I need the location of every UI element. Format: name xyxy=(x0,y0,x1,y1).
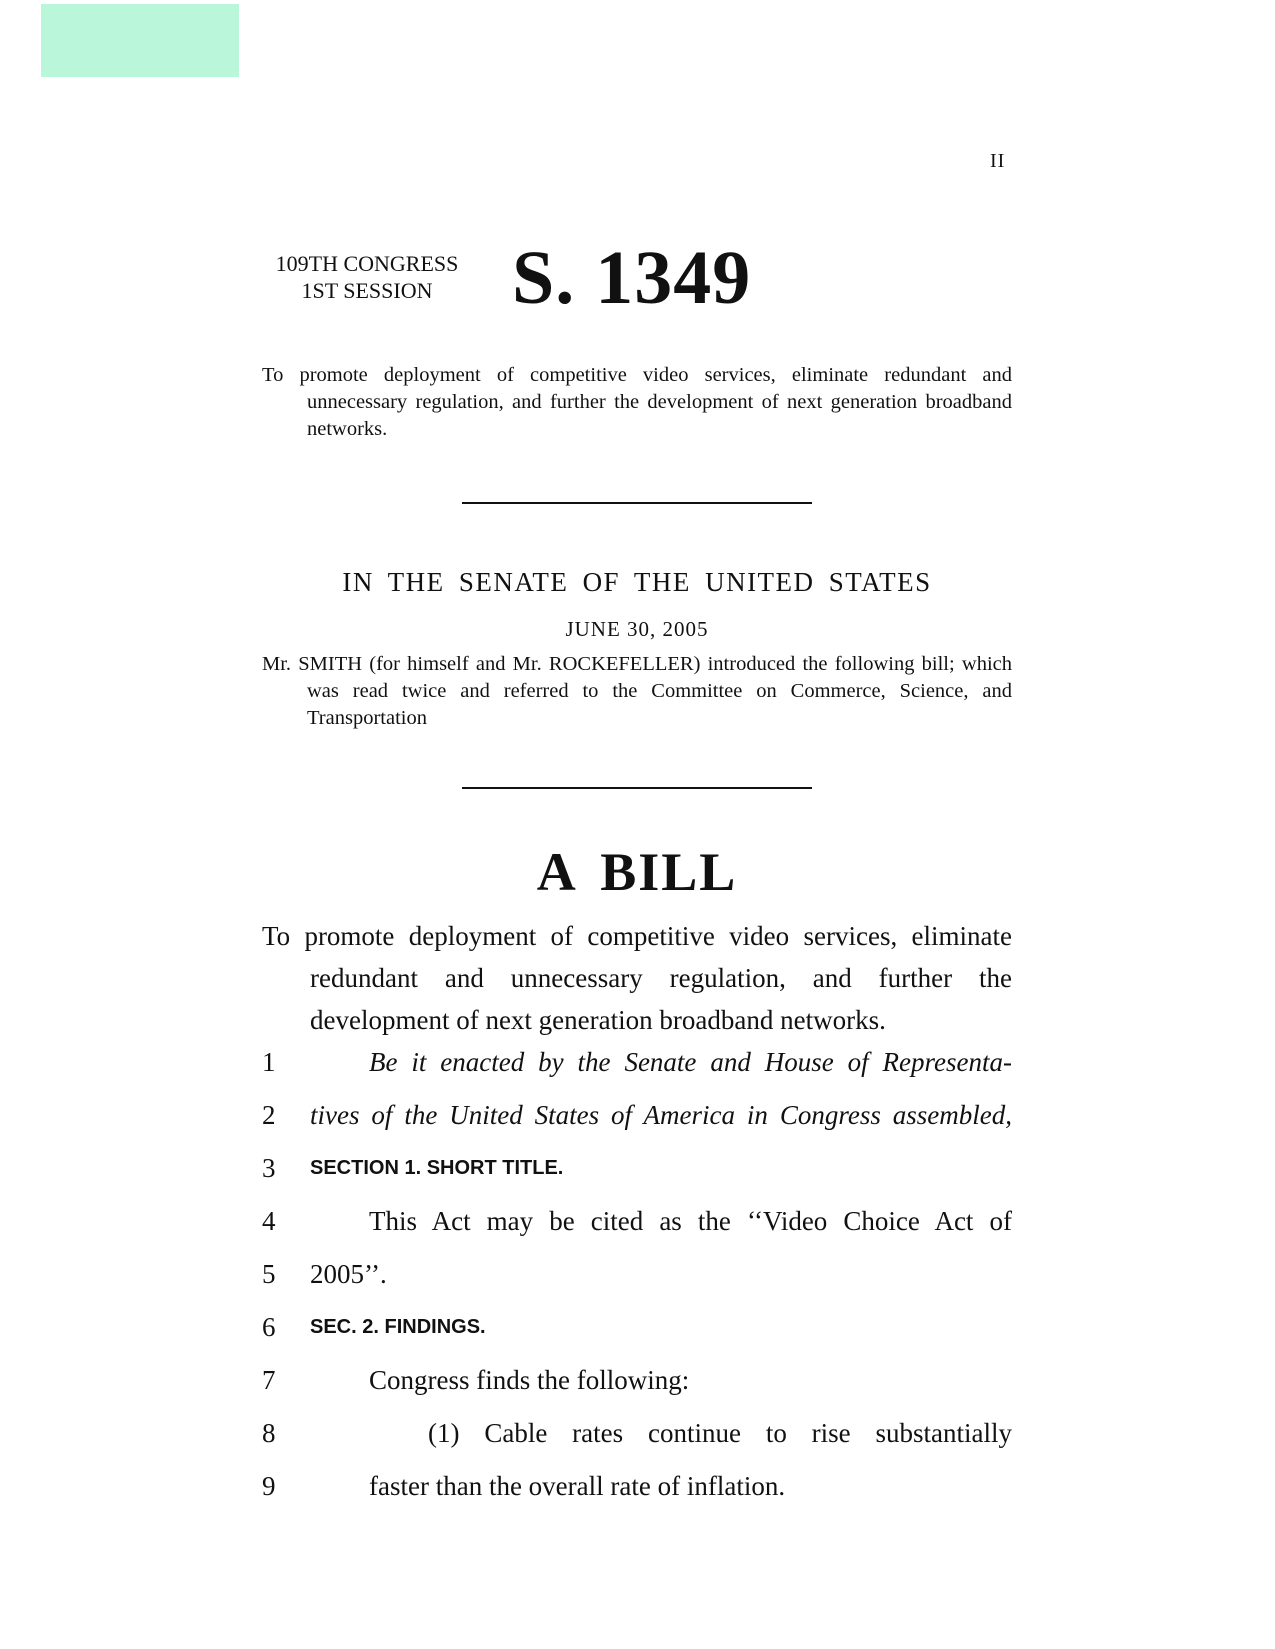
congress-label: 109TH CONGRESS xyxy=(275,251,459,276)
text-line xyxy=(262,1466,1012,1506)
line-number: 4 xyxy=(262,1206,276,1236)
text-line xyxy=(262,1042,1012,1082)
line-number: 8 xyxy=(262,1418,276,1448)
line-number: 2 xyxy=(262,1100,276,1130)
page-mark: II xyxy=(990,150,1006,172)
body-text: This Act may be cited as the ‘‘Video Choice Act of xyxy=(369,1206,1012,1236)
enacting-clause: Be it enacted by the Senate and House of Representa- xyxy=(369,1047,1012,1077)
line-number: 9 xyxy=(262,1471,276,1501)
divider-rule xyxy=(462,787,812,789)
body-text: (1) Cable rates continue to rise substantially xyxy=(428,1418,1012,1448)
introduction-statement: Mr. SMITH (for himself and Mr. ROCKEFELLER) introduced the following bill; which was read twice and referred to the Committee on Commerce, Science, and Transportation xyxy=(262,653,1012,729)
session-label: 1ST SESSION xyxy=(301,278,433,303)
corner-tab-highlight xyxy=(41,4,239,77)
body-text: Congress finds the following: xyxy=(369,1365,690,1395)
body-text: 2005’’. xyxy=(310,1259,387,1289)
enacting-clause: tives of the United States of America in Congress assembled, xyxy=(310,1100,1012,1130)
section-heading: SECTION 1. SHORT TITLE. xyxy=(310,1157,564,1179)
line-number: 7 xyxy=(262,1365,276,1395)
line-number: 6 xyxy=(262,1312,276,1342)
congress-session-block xyxy=(262,250,472,304)
senate-heading: IN THE SENATE OF THE UNITED STATES xyxy=(342,567,932,597)
bill-number: S. 1349 xyxy=(512,236,752,320)
bill-title: A BILL xyxy=(536,842,738,902)
text-line xyxy=(262,1148,1012,1188)
section-heading: SEC. 2. FINDINGS. xyxy=(310,1316,486,1338)
line-number: 5 xyxy=(262,1259,276,1289)
body-text: faster than the overall rate of inflation. xyxy=(369,1471,786,1501)
bill-purpose: To promote deployment of competitive video services, eliminate redundant and unnecessary regulation, and further the development of next generation broadband networks. xyxy=(262,921,1012,1035)
text-line xyxy=(262,1360,1012,1400)
text-line xyxy=(262,1307,1012,1347)
introduction-date: JUNE 30, 2005 xyxy=(565,617,709,641)
text-line xyxy=(262,1413,1012,1453)
line-number: 3 xyxy=(262,1153,276,1183)
divider-rule xyxy=(462,502,812,504)
text-line xyxy=(262,1095,1012,1135)
text-line xyxy=(262,1201,1012,1241)
caption-summary: To promote deployment of competitive video services, eliminate redundant and unnecessary regulation, and further the development of next generation broadband networks. xyxy=(262,364,1012,440)
text-line xyxy=(262,1254,1012,1294)
line-number: 1 xyxy=(262,1047,276,1077)
